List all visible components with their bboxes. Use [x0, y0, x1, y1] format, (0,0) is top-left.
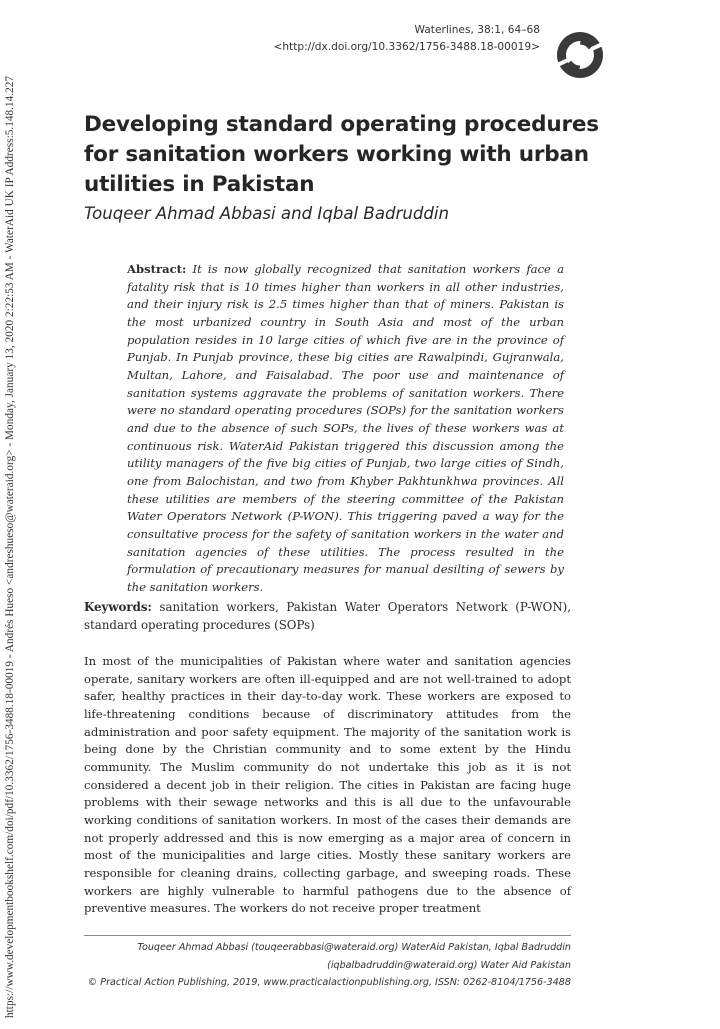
journal-header: [273, 22, 540, 56]
footer-divider: [84, 935, 571, 936]
download-watermark-stamp: https://www.developmentbookshelf.com/doi/pdf/10.3362/1756-3488.18-00019 - Andrés Hueso <andreshueso@wateraid.org> - Monday, January 13, 2020 2:22:53 AM - WaterAid UK IP Address:5.148.14.227: [4, 75, 16, 1018]
author-affiliation-line-2: (iqbalbadruddin@wateraid.org) Water Aid Pakistan: [327, 959, 571, 971]
doi-link[interactable]: <http://dx.doi.org/10.3362/1756-3488.18-00019>: [273, 41, 540, 53]
body-paragraph: In most of the municipalities of Pakistan where water and sanitation agencies operate, sanitary workers are often ill-equipped and are not well-trained to adopt safer, healthy practices in their day-to-day work. These workers are exposed to life-threatening conditions because of discriminatory attitudes from the administration and poor safety equipment. The majority of the sanitation work is being done by the Christian community and to some extent by the Hindu community. The Muslim community do not undertake this job as it is not considered a decent job in their religion. The cities in Pakistan are facing huge problems with their sewage networks and this is all due to the unfavourable working conditions of sanitation workers. In most of the cases their demands are not properly addressed and this is now emerging as a major area of concern in most of the municipalities and large cities. Mostly these sanitary workers are responsible for cleaning drains, collecting garbage, and sweeping roads. These workers are highly vulnerable to harmful pathogens due to the absence of preventive measures. The workers do not receive proper treatment: [84, 654, 571, 916]
keywords-text: sanitation workers, Pakistan Water Operators Network (P-WON), standard operating procedures (SOPs): [84, 600, 572, 632]
abstract-label: Abstract:: [127, 262, 187, 276]
article-authors: Touqeer Ahmad Abbasi and Iqbal Badruddin: [84, 204, 450, 223]
copyright-notice: © Practical Action Publishing, 2019, www.practicalactionpublishing.org, ISSN: 0262-8104/1756-3488: [87, 977, 571, 988]
article-title: Developing standard operating procedures for sanitation workers working with urban utilities in Pakistan: [84, 112, 599, 197]
abstract-block: [127, 261, 564, 596]
author-affiliation-line-1: Touqeer Ahmad Abbasi (touqeerabbasi@wateraid.org) WaterAid Pakistan, Iqbal Badruddin: [137, 942, 571, 953]
abstract-text: It is now globally recognized that sanitation workers face a fatality risk that is 10 times higher than workers in all other industries, and their injury risk is 2.5 times higher than that of miners. Pakistan is the most urbanized country in South Asia and most of the urban population resides in 10 large cities of which five are in the province of Punjab. In Punjab province, these big cities are Rawalpindi, Gujranwala, Multan, Lahore, and Faisalabad. The poor use and maintenance of sanitation systems aggravate the problems of sanitation workers. There were no standard operating procedures (SOPs) for the sanitation workers and due to the absence of such SOPs, the lives of these workers was at continuous risk. WaterAid Pakistan triggered this discussion among the utility managers of the five big cities of Punjab, two large cities of Sindh, one from Balochistan, and two from Khyber Pakhtunkhwa provinces. All these utilities are members of the steering committee of the Pakistan Water Operators Network (P-WON). This triggering paved a way for the consultative process for the safety of sanitation workers in the water and sanitation agencies of these utilities. The process resulted in the formulation of precautionary measures for manual desilting of sewers by the sanitation workers.: [127, 262, 565, 594]
keywords-label: Keywords:: [84, 600, 152, 614]
page-footer: [51, 939, 571, 992]
keywords-block: [84, 599, 571, 634]
journal-citation: Waterlines, 38:1, 64–68: [414, 24, 540, 36]
journal-ring-logo-icon: [556, 31, 604, 79]
